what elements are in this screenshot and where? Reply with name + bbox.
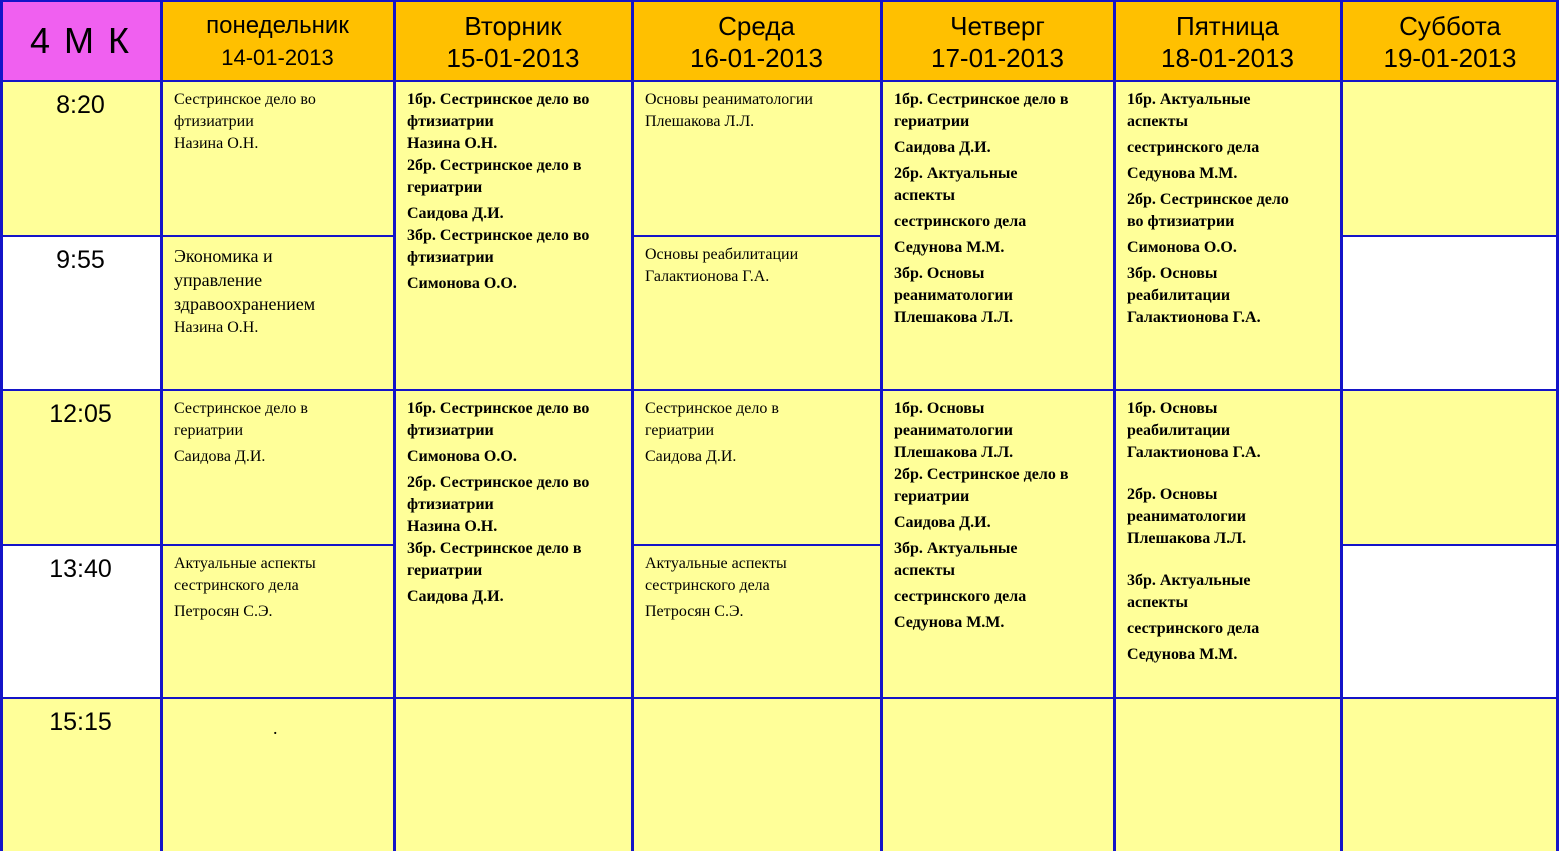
lesson-cell [632, 81, 881, 236]
lesson-cell-empty [632, 698, 881, 851]
lesson-line: реабилитации [1127, 422, 1231, 439]
lesson-cell [632, 545, 881, 698]
lesson-line: реаниматологии [894, 422, 1013, 439]
lesson-cell-empty [1341, 236, 1559, 390]
day-name: Среда [718, 11, 795, 41]
lesson-line: 2бр. Сестринское дело в [407, 157, 582, 174]
lesson-line: 3бр. Актуальные [894, 540, 1018, 557]
day-date: 14-01-2013 [221, 45, 334, 70]
grid-line [631, 0, 634, 851]
lesson-teacher: Плешакова Л.Л. [1127, 530, 1247, 547]
lesson-line: гериатрии [407, 179, 483, 196]
time-slot-1: 8:20 [0, 81, 161, 236]
grid-line [0, 235, 394, 237]
lesson-line: сестринского дела [645, 577, 770, 594]
lesson-line: аспекты [1127, 113, 1188, 130]
lesson-cell-brigades [881, 81, 1114, 390]
grid-line [1340, 0, 1343, 851]
lesson-teacher: Саидова Д.И. [894, 139, 991, 156]
grid-line [0, 0, 1559, 2]
day-name: понедельник [206, 12, 349, 39]
lesson-teacher: Галактионова Г.А. [1127, 309, 1261, 326]
lesson-cell [632, 390, 881, 545]
lesson-cell-brigades [1114, 390, 1341, 698]
lesson-teacher: Седунова М.М. [894, 614, 1005, 631]
lesson-line: 1бр. Сестринское дело во [407, 400, 590, 417]
lesson-line: гериатрии [407, 562, 483, 579]
lesson-cell-empty [1341, 390, 1559, 545]
lesson-teacher: Симонова О.О. [407, 275, 517, 292]
grid-line [0, 544, 394, 546]
grid-line [0, 389, 1559, 391]
lesson-cell [161, 81, 394, 236]
lesson-line: Основы реабилитации [645, 246, 799, 263]
lesson-cell-brigades [881, 390, 1114, 698]
day-date: 15-01-2013 [446, 43, 580, 73]
lesson-cell [632, 236, 881, 390]
day-name: Вторник [464, 11, 562, 41]
lesson-cell-empty [1341, 698, 1559, 851]
lesson-line: аспекты [1127, 594, 1188, 611]
grid-line [1113, 0, 1116, 851]
day-name: Суббота [1399, 11, 1501, 41]
lesson-cell-empty [1341, 545, 1559, 698]
lesson-line: здравоохранением [174, 294, 316, 314]
lesson-line: фтизиатрии [407, 496, 494, 513]
lesson-teacher: Назина О.Н. [174, 135, 259, 152]
lesson-line: 1бр. Актуальные [1127, 91, 1251, 108]
lesson-line: Сестринское дело в [645, 400, 779, 417]
lesson-teacher: Симонова О.О. [1127, 239, 1237, 256]
lesson-line: 3бр. Актуальные [1127, 572, 1251, 589]
lesson-teacher: Саидова Д.И. [407, 205, 504, 222]
lesson-cell-empty [1341, 81, 1559, 236]
lesson-line: 1бр. Сестринское дело в [894, 91, 1069, 108]
lesson-line: Основы реаниматологии [645, 91, 813, 108]
grid-line [0, 80, 1559, 82]
lesson-teacher: Галактионова Г.А. [1127, 444, 1261, 461]
day-header-thursday [881, 0, 1114, 81]
day-header-friday [1114, 0, 1341, 81]
grid-line [631, 544, 881, 546]
grid-line [0, 697, 1559, 699]
lesson-teacher: Петросян С.Э. [645, 603, 744, 620]
lesson-cell [161, 545, 394, 698]
lesson-line: фтизиатрии [407, 113, 494, 130]
lesson-line: во фтизиатрии [1127, 213, 1235, 230]
lesson-line: 3бр. Основы [1127, 265, 1218, 282]
lesson-line: сестринского дела [1127, 139, 1260, 156]
grid-line [1340, 544, 1559, 546]
lesson-teacher: Плешакова Л.Л. [894, 444, 1014, 461]
day-header-saturday [1341, 0, 1559, 81]
grid-line [0, 0, 3, 851]
lesson-line: сестринского дела [894, 213, 1027, 230]
lesson-line: Актуальные аспекты [174, 555, 316, 572]
lesson-teacher: Назина О.Н. [407, 518, 498, 535]
lesson-line: сестринского дела [1127, 620, 1260, 637]
lesson-teacher: Плешакова Л.Л. [894, 309, 1014, 326]
lesson-cell-brigades [394, 390, 632, 698]
lesson-line: 3бр. Сестринское дело в [407, 540, 582, 557]
day-header-wednesday [632, 0, 881, 81]
lesson-teacher: Саидова Д.И. [894, 514, 991, 531]
lesson-line: гериатрии [645, 422, 715, 439]
lesson-line: Актуальные аспекты [645, 555, 787, 572]
lesson-line: реабилитации [1127, 287, 1231, 304]
lesson-line: фтизиатрии [407, 249, 494, 266]
lesson-line: 2бр. Сестринское дело [1127, 191, 1289, 208]
lesson-line: реаниматологии [894, 287, 1013, 304]
lesson-teacher: Петросян С.Э. [174, 603, 273, 620]
lesson-line: аспекты [894, 562, 955, 579]
lesson-line: 1бр. Основы [1127, 400, 1218, 417]
lesson-teacher: Седунова М.М. [894, 239, 1005, 256]
lesson-line: 2бр. Основы [1127, 486, 1218, 503]
grid-line [160, 0, 163, 851]
lesson-line: 2бр. Сестринское дело во [407, 474, 590, 491]
lesson-cell [161, 390, 394, 545]
lesson-cell-empty [881, 698, 1114, 851]
day-date: 18-01-2013 [1161, 43, 1294, 73]
time-slot-5: 15:15 [0, 698, 161, 851]
lesson-line: фтизиатрии [174, 113, 254, 130]
lesson-line: гериатрии [894, 113, 970, 130]
day-date: 16-01-2013 [690, 43, 823, 73]
lesson-line: 2бр. Актуальные [894, 165, 1018, 182]
day-name: Пятница [1176, 11, 1279, 41]
lesson-line: 1бр. Сестринское дело во [407, 91, 590, 108]
time-slot-4: 13:40 [0, 545, 161, 698]
lesson-line: управление [174, 270, 263, 290]
lesson-line: реаниматологии [1127, 508, 1246, 525]
day-header-monday [161, 0, 394, 81]
time-slot-3: 12:05 [0, 390, 161, 545]
lesson-teacher: Назина О.Н. [407, 135, 498, 152]
lesson-line: фтизиатрии [407, 422, 494, 439]
lesson-line: Сестринское дело во [174, 91, 316, 108]
lesson-line: сестринского дела [894, 588, 1027, 605]
lesson-line: гериатрии [174, 422, 244, 439]
lesson-teacher: Плешакова Л.Л. [645, 113, 755, 130]
lesson-teacher: Седунова М.М. [1127, 165, 1238, 182]
lesson-teacher: Саидова Д.И. [645, 448, 737, 465]
lesson-cell-empty [394, 698, 632, 851]
lesson-cell-brigades [394, 81, 632, 390]
grid-line [631, 235, 881, 237]
day-date: 19-01-2013 [1383, 43, 1517, 73]
lesson-line: 2бр. Сестринское дело в [894, 466, 1069, 483]
dot-mark: . [273, 718, 278, 738]
lesson-teacher: Галактионова Г.А. [645, 268, 770, 285]
lesson-line: Сестринское дело в [174, 400, 308, 417]
lesson-teacher: Симонова О.О. [407, 448, 517, 465]
lesson-teacher: Назина О.Н. [174, 319, 259, 336]
lesson-cell-empty [1114, 698, 1341, 851]
day-date: 17-01-2013 [931, 43, 1064, 73]
lesson-line: аспекты [894, 187, 955, 204]
lesson-line: 3бр. Сестринское дело во [407, 227, 590, 244]
time-slot-2: 9:55 [0, 236, 161, 390]
lesson-line: 3бр. Основы [894, 265, 985, 282]
lesson-cell-empty [161, 698, 394, 851]
day-name: Четверг [950, 11, 1045, 41]
lesson-line: Экономика и [174, 246, 273, 266]
grid-line [880, 0, 883, 851]
lesson-line: гериатрии [894, 488, 970, 505]
grid-line [1340, 235, 1559, 237]
lesson-teacher: Седунова М.М. [1127, 646, 1238, 663]
lesson-teacher: Саидова Д.И. [407, 588, 504, 605]
grid-line [393, 0, 396, 851]
lesson-cell [161, 236, 394, 390]
lesson-cell-brigades [1114, 81, 1341, 390]
lesson-line: сестринского дела [174, 577, 299, 594]
group-label: 4 М К [0, 0, 161, 81]
day-header-tuesday [394, 0, 632, 81]
lesson-line: 1бр. Основы [894, 400, 985, 417]
lesson-teacher: Саидова Д.И. [174, 448, 266, 465]
